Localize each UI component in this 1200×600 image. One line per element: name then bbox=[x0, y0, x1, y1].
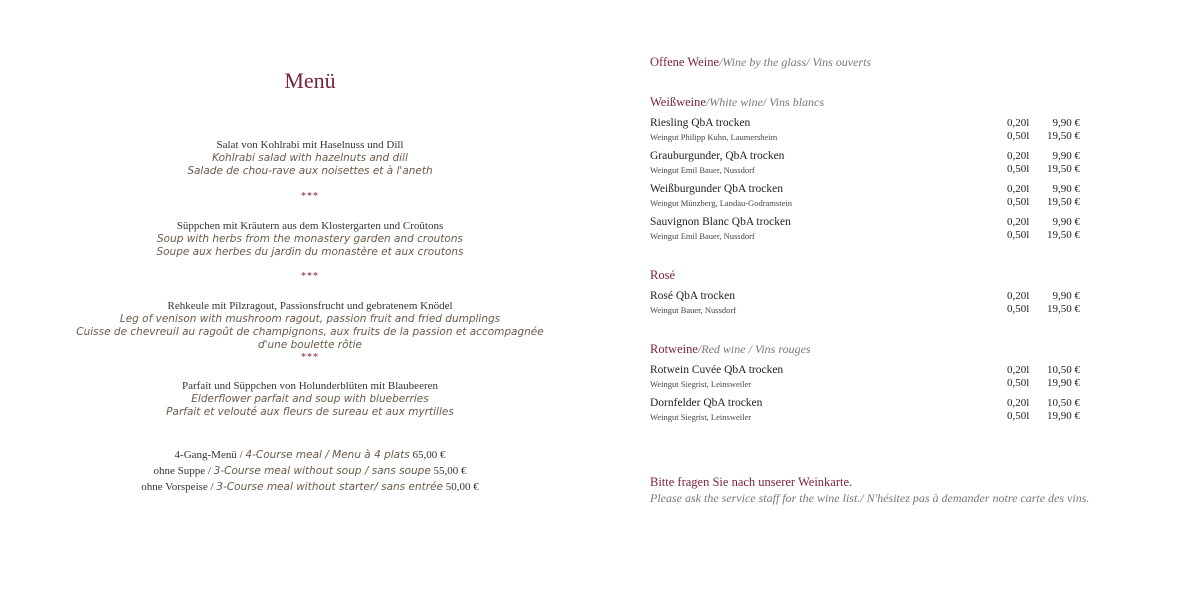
wine-producer: Weingut Philipp Kuhn, Laumersheim bbox=[650, 132, 778, 142]
price-value: 55,00 € bbox=[430, 465, 467, 477]
course-name-fr: Salade de chou-rave aux noisettes et à l'aneth bbox=[187, 165, 433, 177]
price-line-no-starter bbox=[60, 479, 560, 495]
price-label-alt: 4-Course meal / Menu à 4 plats bbox=[245, 449, 410, 461]
course-separator: *** bbox=[301, 271, 319, 282]
wine-producer: Weingut Münzberg, Landau-Godramstein bbox=[650, 198, 792, 208]
wine-name: Grauburgunder, QbA trocken bbox=[650, 150, 785, 162]
price-slash: / bbox=[207, 481, 217, 493]
wine-size: 0,50l bbox=[1007, 196, 1030, 208]
wine-price: 19,90 € bbox=[1047, 377, 1080, 389]
wine-price: 19,50 € bbox=[1047, 130, 1080, 142]
wine-price: 9,90 € bbox=[1052, 183, 1080, 195]
wine-size: 0,50l bbox=[1007, 410, 1030, 422]
wine-price: 9,90 € bbox=[1052, 290, 1080, 302]
wine-price: 19,50 € bbox=[1047, 196, 1080, 208]
wine-price: 10,50 € bbox=[1047, 397, 1080, 409]
wine-producer: Weingut Emil Bauer, Nussdorf bbox=[650, 231, 755, 241]
wine-size: 0,20l bbox=[1007, 117, 1030, 129]
menu-column bbox=[60, 0, 560, 600]
wine-name: Rotwein Cuvée QbA trocken bbox=[650, 364, 784, 376]
wine-size: 0,20l bbox=[1007, 150, 1030, 162]
wine-price: 9,90 € bbox=[1052, 150, 1080, 162]
course-name-fr: Soupe aux herbes du jardin du monastère et aux croutons bbox=[156, 246, 464, 258]
heading-open-wines bbox=[650, 55, 871, 70]
wine-item bbox=[650, 364, 1080, 394]
heading-rose-wines bbox=[650, 268, 675, 283]
wine-size: 0,50l bbox=[1007, 163, 1030, 175]
wine-size: 0,20l bbox=[1007, 397, 1030, 409]
heading-alt: /Red wine / Vins rouges bbox=[697, 342, 811, 356]
price-label-alt: 3-Course meal without starter/ sans entrée bbox=[216, 481, 443, 493]
wine-item bbox=[650, 117, 1080, 147]
heading-red-wines bbox=[650, 342, 811, 357]
heading-de: Rosé bbox=[650, 268, 675, 282]
price-label-de: 4-Gang-Menü bbox=[174, 449, 237, 461]
menu-prices bbox=[60, 447, 560, 495]
price-slash: / bbox=[205, 465, 214, 477]
course-4 bbox=[60, 380, 560, 419]
course-name-de: Süppchen mit Kräutern aus dem Klostergarten und Croûtons bbox=[176, 220, 444, 232]
wine-name: Rosé QbA trocken bbox=[650, 290, 735, 302]
wine-item bbox=[650, 183, 1080, 213]
course-3 bbox=[60, 300, 560, 352]
heading-de: Rotweine bbox=[650, 342, 698, 356]
price-line-4-course bbox=[60, 447, 560, 463]
wine-size: 0,50l bbox=[1007, 130, 1030, 142]
wine-list-note-alt: Please ask the service staff for the wine list./ N'hésitez pas à demander notre carte des vins. bbox=[650, 491, 1090, 505]
price-value: 50,00 € bbox=[442, 481, 479, 493]
heading-alt: /Wine by the glass/ Vins ouverts bbox=[719, 55, 872, 69]
course-1 bbox=[60, 139, 560, 178]
course-name-en: Elderflower parfait and soup with blueberries bbox=[191, 393, 429, 405]
wine-size: 0,20l bbox=[1007, 216, 1030, 228]
wine-producer: Weingut Emil Bauer, Nussdorf bbox=[650, 165, 755, 175]
course-name-fr: Parfait et velouté aux fleurs de sureau et aux myrtilles bbox=[166, 406, 454, 418]
course-separator: *** bbox=[301, 191, 319, 202]
wine-size: 0,20l bbox=[1007, 290, 1030, 302]
price-label-alt: 3-Course meal without soup / sans soupe bbox=[213, 465, 431, 477]
course-separator: *** bbox=[301, 352, 319, 363]
wine-item bbox=[650, 397, 1080, 427]
wine-price: 19,50 € bbox=[1047, 303, 1080, 315]
course-name-en: Kohlrabi salad with hazelnuts and dill bbox=[212, 152, 408, 164]
wine-item bbox=[650, 216, 1080, 246]
course-name-de: Salat von Kohlrabi mit Haselnuss und Dill bbox=[216, 139, 404, 151]
heading-de: Offene Weine bbox=[650, 55, 719, 69]
course-name-en: Soup with herbs from the monastery garden and croutons bbox=[157, 233, 463, 245]
heading-de: Weißweine bbox=[650, 95, 706, 109]
course-name-en: Leg of venison with mushroom ragout, passion fruit and fried dumplings bbox=[119, 313, 501, 325]
price-label-de: ohne Vorspeise bbox=[141, 481, 208, 493]
wine-column bbox=[650, 0, 1090, 600]
course-name-de: Parfait und Süppchen von Holunderblüten mit Blaubeeren bbox=[182, 380, 438, 392]
price-slash: / bbox=[236, 449, 246, 461]
wine-name: Sauvignon Blanc QbA trocken bbox=[650, 216, 791, 228]
wine-size: 0,50l bbox=[1007, 229, 1030, 241]
wine-size: 0,20l bbox=[1007, 364, 1030, 376]
course-name-fr: Cuisse de chevreuil au ragoût de champignons, aux fruits de la passion et accompagnée d'une boulette rôtie bbox=[76, 326, 544, 351]
wine-price: 19,90 € bbox=[1047, 410, 1080, 422]
heading-white-wines bbox=[650, 95, 824, 110]
wine-size: 0,50l bbox=[1007, 303, 1030, 315]
wine-producer: Weingut Bauer, Nussdorf bbox=[650, 305, 737, 315]
menu-title: Menü bbox=[284, 68, 336, 93]
course-name-de: Rehkeule mit Pilzragout, Passionsfrucht und gebratenem Knödel bbox=[167, 300, 453, 312]
wine-price: 9,90 € bbox=[1052, 117, 1080, 129]
wine-size: 0,50l bbox=[1007, 377, 1030, 389]
wine-name: Weißburgunder QbA trocken bbox=[650, 183, 783, 195]
price-line-no-soup bbox=[60, 463, 560, 479]
wine-price: 10,50 € bbox=[1047, 364, 1080, 376]
wine-price: 9,90 € bbox=[1052, 216, 1080, 228]
wine-price: 19,50 € bbox=[1047, 163, 1080, 175]
wine-name: Dornfelder QbA trocken bbox=[650, 397, 763, 409]
price-value: 65,00 € bbox=[409, 449, 446, 461]
wine-producer: Weingut Siegrist, Leinsweiler bbox=[650, 412, 752, 422]
wine-producer: Weingut Siegrist, Leinsweiler bbox=[650, 379, 752, 389]
price-label-de: ohne Suppe bbox=[153, 465, 206, 477]
wine-price: 19,50 € bbox=[1047, 229, 1080, 241]
wine-item bbox=[650, 150, 1080, 180]
course-2 bbox=[60, 220, 560, 259]
wine-size: 0,20l bbox=[1007, 183, 1030, 195]
wine-name: Riesling QbA trocken bbox=[650, 117, 751, 129]
wine-item bbox=[650, 290, 1080, 320]
wine-list-note-de: Bitte fragen Sie nach unserer Weinkarte. bbox=[650, 475, 853, 489]
heading-alt: /White wine/ Vins blancs bbox=[705, 95, 825, 109]
